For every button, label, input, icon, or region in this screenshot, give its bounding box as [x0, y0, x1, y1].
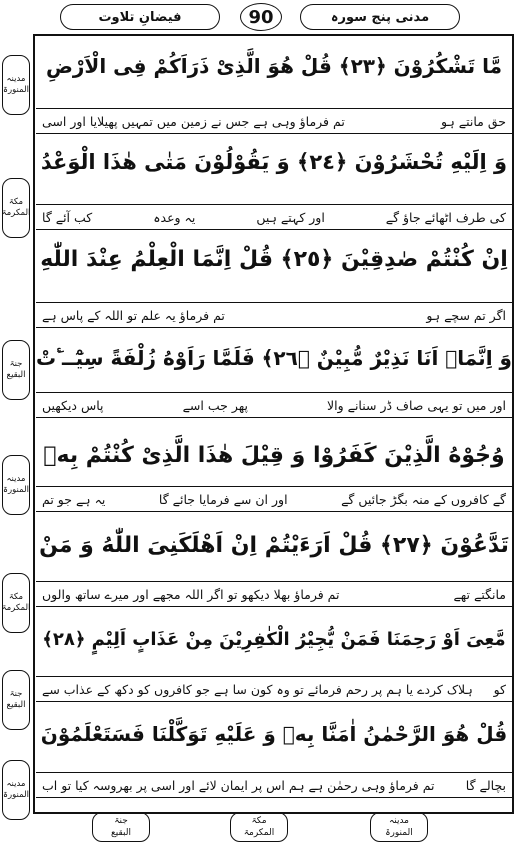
- translation-segment: اور ان سے فرمایا جائے گا: [158, 492, 288, 507]
- arabic-verse-line: وَ اِنَّمَاۤ اَنَا نَذِیْرٌ مُّبِیْنٌ ﴿٢٦﴾ فَلَمَّا رَاَوْهُ زُلْفَةً سِیْٓــٴَتْ: [36, 346, 512, 370]
- translation-segment: کب آئے گا: [42, 210, 93, 225]
- page-number: 90: [240, 3, 282, 31]
- translation-segment: تم فرماؤ بھلا دیکھو تو اگر اللہ مجھے اور میرے ساتھ والوں: [42, 587, 340, 602]
- arabic-verse-line: وَ اِلَیْهِ تُحْشَرُوْنَ ﴿٢٤﴾ وَ یَقُوْلُوْنَ مَتٰى هٰذَا الْوَعْدُ: [40, 150, 508, 174]
- translation-segment: اور کہتے ہیں: [256, 210, 325, 225]
- side-place-label: [2, 178, 30, 238]
- footer-place-label: [92, 812, 150, 842]
- header-right-title: مدنی پنج سورہ: [300, 4, 460, 30]
- side-label-text: المکرمۃ: [1, 603, 31, 613]
- urdu-translation-line: [36, 392, 512, 418]
- footer-label-text: المکرمۃ: [243, 828, 275, 838]
- translation-segment: حق مانتے ہو: [441, 114, 506, 129]
- footer-place-label: [370, 812, 428, 842]
- translation-segment: اگر تم سچے ہو: [426, 308, 506, 323]
- side-place-label: [2, 340, 30, 400]
- urdu-translation-line: [36, 204, 512, 230]
- translation-segment: تم فرماؤ یہ علم تو اللہ کے پاس ہے: [42, 308, 225, 323]
- arabic-verse-line: مَّا تَشْكُرُوْنَ ﴿٢٣﴾ قُلْ هُوَ الَّذِیْ ذَرَاَكُمْ فِی الْاَرْضِ: [46, 54, 502, 78]
- translation-segment: گے کافروں کے منہ بگڑ جائیں گے: [341, 492, 506, 507]
- arabic-verse-line: تَدَّعُوْنَ ﴿٢٧﴾ قُلْ اَرَءَیْتُمْ اِنْ اَهْلَكَنِیَ اللّٰهُ وَ مَنْ: [39, 533, 509, 558]
- translation-segment: تم فرماؤ وہی ہے جس نے زمین میں تمہیں پھیلایا اور اسی: [42, 114, 345, 129]
- side-label-text: المکرمۃ: [1, 208, 31, 218]
- footer-label-text: مدینہ: [388, 816, 410, 826]
- header-left-title: فیضانِ تلاوت: [60, 4, 220, 30]
- urdu-translation-line: [36, 676, 512, 702]
- translation-segment: یہ ہے جو تم: [42, 492, 106, 507]
- footer-label-text: مکۃ: [251, 816, 267, 826]
- side-label-text: المنورۃ: [3, 485, 29, 495]
- arabic-verse-line: قُلْ هُوَ الرَّحْمٰنُ اٰمَنَّا بِهٖ وَ عَلَیْهِ تَوَكَّلْنَا فَسَتَعْلَمُوْنَ: [40, 722, 508, 746]
- side-place-label: [2, 670, 30, 730]
- translation-segment: تم فرماؤ وہی رحمٰن ہے ہم اس پر ایمان لائے اور اسی پر بھروسہ کیا تو اب: [42, 778, 435, 793]
- urdu-translation-line: [36, 302, 512, 328]
- translation-segment: کی طرف اٹھائے جاؤ گے: [385, 210, 506, 225]
- arabic-verse-line: وُجُوْهُ الَّذِیْنَ كَفَرُوْا وَ قِیْلَ هٰذَا الَّذِیْ كُنْتُمْ بِهٖ: [43, 443, 505, 468]
- urdu-translation-line: [36, 108, 512, 134]
- side-label-text: البقیع: [6, 370, 26, 380]
- side-label-text: مکۃ: [8, 197, 24, 207]
- translation-segment: کو: [493, 682, 506, 697]
- translation-segment: مانگتے تھے: [453, 587, 506, 602]
- side-label-text: مکۃ: [8, 592, 24, 602]
- translation-segment: بچالے گا: [465, 778, 506, 793]
- footer-place-label: [230, 812, 288, 842]
- footer-label-text: المنورۃ: [385, 828, 413, 838]
- urdu-translation-line: [36, 581, 512, 607]
- side-place-label: [2, 455, 30, 515]
- side-label-text: جنۃ: [9, 359, 23, 369]
- translation-segment: اور میں تو یہی صاف ڈر سنانے والا: [327, 398, 506, 413]
- footer-label-text: البقیع: [110, 828, 132, 838]
- urdu-translation-line: [36, 486, 512, 512]
- side-place-label: [2, 573, 30, 633]
- translation-segment: یہ وعدہ: [153, 210, 196, 225]
- arabic-verse-line: مَّعِیَ اَوْ رَحِمَنَا فَمَنْ یُّجِیْرُ الْكٰفِرِیْنَ مِنْ عَذَابٍ اَلِیْمٍ ﴿٢٨﴾: [42, 629, 506, 650]
- side-place-label: [2, 760, 30, 820]
- urdu-translation-line: [36, 772, 512, 798]
- translation-segment: پھر جب اسے: [182, 398, 248, 413]
- translation-segment: پاس دیکھیں: [42, 398, 104, 413]
- side-label-text: المنورۃ: [3, 790, 29, 800]
- side-label-text: البقیع: [6, 700, 26, 710]
- side-place-label: [2, 55, 30, 115]
- translation-segment: ہلاک کردے یا ہم پر رحم فرمائے تو وہ کون سا ہے جو کافروں کو دکھ کے عذاب سے: [42, 682, 473, 697]
- arabic-verse-line: اِنْ كُنْتُمْ صٰدِقِیْنَ ﴿٢٥﴾ قُلْ اِنَّمَا الْعِلْمُ عِنْدَ اللّٰهِ: [40, 247, 508, 272]
- side-label-text: مدینہ: [6, 474, 26, 484]
- footer-label-text: جنۃ: [114, 816, 128, 826]
- side-label-text: جنۃ: [9, 689, 23, 699]
- side-label-text: مدینہ: [6, 779, 26, 789]
- side-label-text: المنورۃ: [3, 85, 29, 95]
- side-label-text: مدینہ: [6, 74, 26, 84]
